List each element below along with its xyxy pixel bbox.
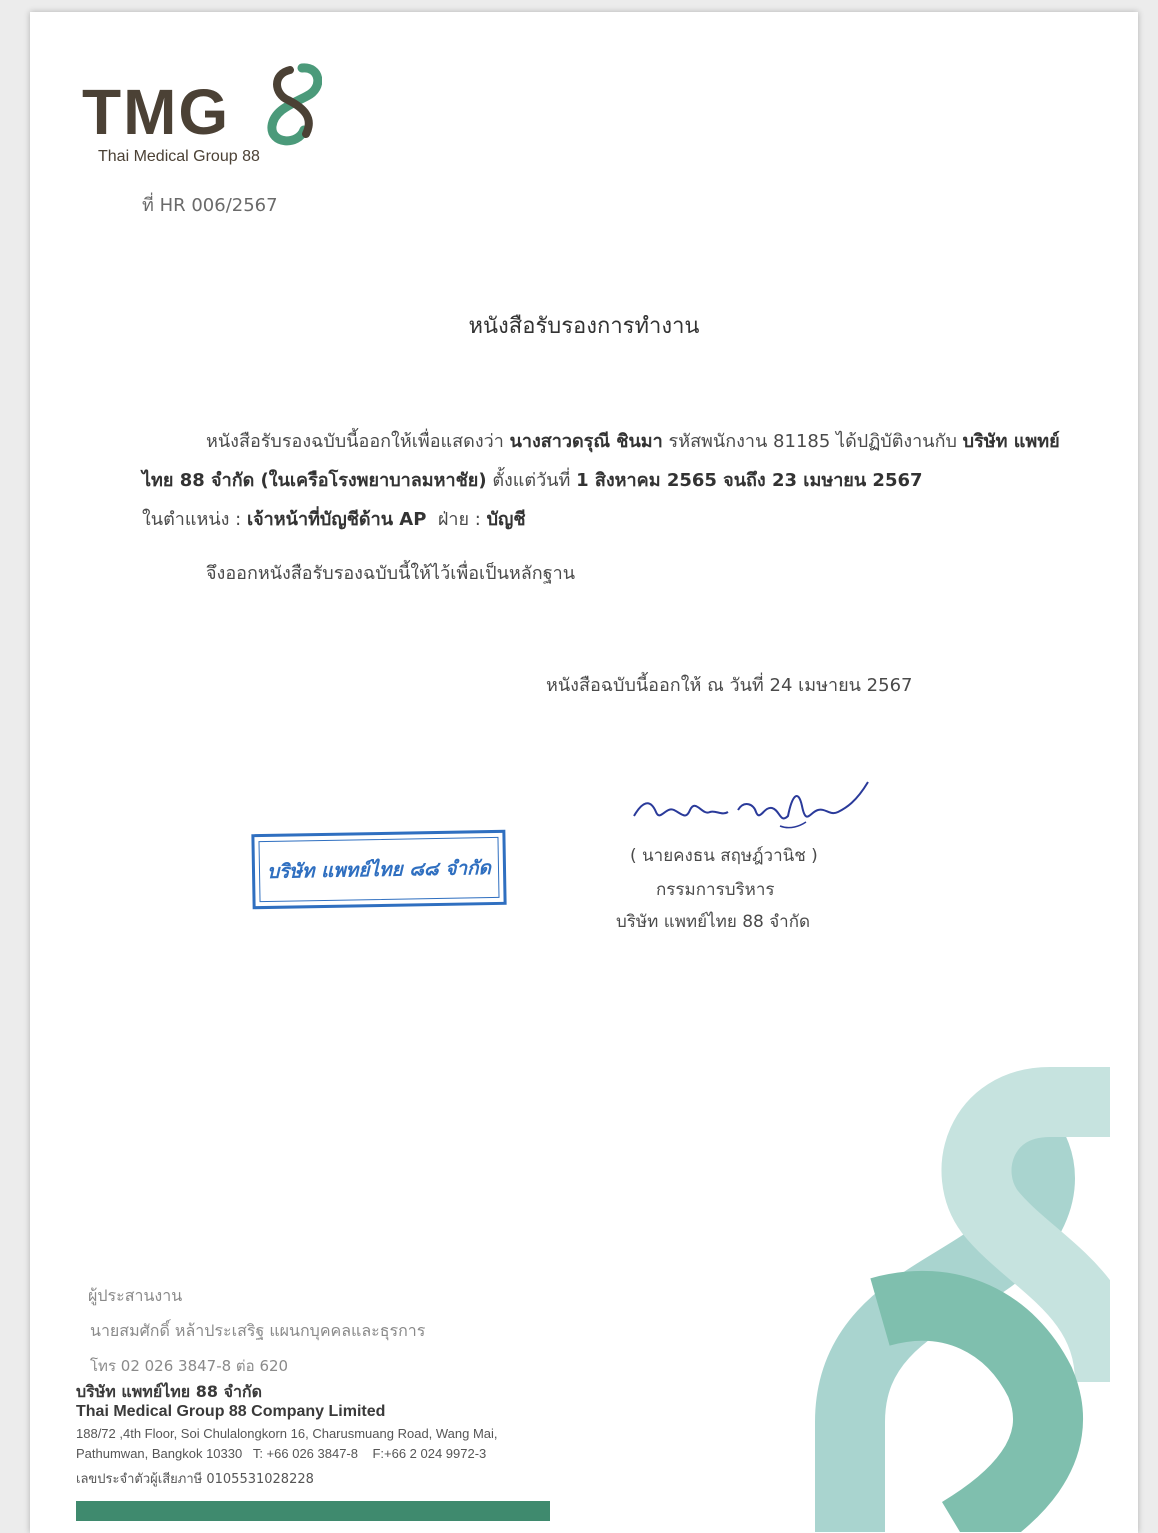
coordinator-phone: โทร 02 026 3847-8 ต่อ 620 bbox=[90, 1357, 289, 1375]
certificate-paragraph bbox=[142, 422, 1062, 539]
footer-company-en: Thai Medical Group 88 Company Limited bbox=[76, 1403, 386, 1420]
employee-id-text: รหัสพนักงาน 81185 ได้ปฏิบัติงานกับ bbox=[668, 431, 957, 452]
document-number: ที่ HR 006/2567 bbox=[142, 195, 278, 216]
position-label: ในตำแหน่ง : bbox=[142, 509, 242, 530]
decorative-brand-mark-icon bbox=[810, 1062, 1110, 1532]
signatory-company: บริษัท แพทย์ไทย 88 จำกัด bbox=[616, 912, 811, 932]
period-label: ตั้งแต่วันที่ bbox=[492, 470, 571, 491]
signatory-role: กรรมการบริหาร bbox=[656, 880, 775, 900]
footer-tax-id: เลขประจำตัวผู้เสียภาษี 0105531028228 bbox=[76, 1472, 314, 1487]
issued-date: หนังสือฉบับนี้ออกให้ ณ วันที่ 24 เมษายน 2567 bbox=[546, 675, 913, 696]
position-value: เจ้าหน้าที่บัญชีด้าน AP bbox=[246, 509, 427, 530]
signature-icon bbox=[630, 776, 875, 836]
company-logo-text: TMG bbox=[82, 76, 231, 148]
company-name: บริษัท แพทย์ไทย 88 จำกัด (ในเครือโรงพยาบาลมหาชัย) bbox=[142, 431, 1060, 491]
footer-company-th: บริษัท แพทย์ไทย 88 จำกัด bbox=[76, 1382, 263, 1401]
coordinator-name: นายสมศักดิ์ หล้าประเสริฐ แผนกบุคคลและธุรการ bbox=[90, 1321, 426, 1340]
company-logo-subtitle: Thai Medical Group 88 bbox=[98, 148, 260, 165]
lead-text: หนังสือรับรองฉบับนี้ออกให้เพื่อแสดงว่า bbox=[206, 431, 504, 452]
company-stamp bbox=[251, 830, 506, 909]
stamp-text: บริษัท แพทย์ไทย ๘๘ จำกัด bbox=[258, 837, 499, 902]
employee-name: นางสาวดรุณี ชินมา bbox=[509, 431, 663, 452]
footer-address-line1: 188/72 ,4th Floor, Soi Chulalongkorn 16, Charusmuang Road, Wang Mai, bbox=[76, 1426, 498, 1441]
document-page bbox=[30, 12, 1138, 1533]
footer-accent-bar bbox=[76, 1501, 550, 1521]
company-logo-mark-icon bbox=[252, 60, 322, 150]
footer-address-line2: Pathumwan, Bangkok 10330 T: +66 026 3847-8 F:+66 2 024 9972-3 bbox=[76, 1446, 487, 1461]
document-title: หนังสือรับรองการทำงาน bbox=[468, 314, 700, 339]
department-value: บัญชี bbox=[486, 509, 526, 530]
employment-period: 1 สิงหาคม 2565 จนถึง 23 เมษายน 2567 bbox=[576, 470, 923, 491]
closing-text: จึงออกหนังสือรับรองฉบับนี้ให้ไว้เพื่อเป็นหลักฐาน bbox=[206, 563, 576, 584]
coordinator-label: ผู้ประสานงาน bbox=[88, 1286, 183, 1305]
department-label: ฝ่าย : bbox=[437, 509, 481, 530]
signatory-name: ( นายคงธน สฤษฎ์วานิช ) bbox=[630, 846, 818, 866]
